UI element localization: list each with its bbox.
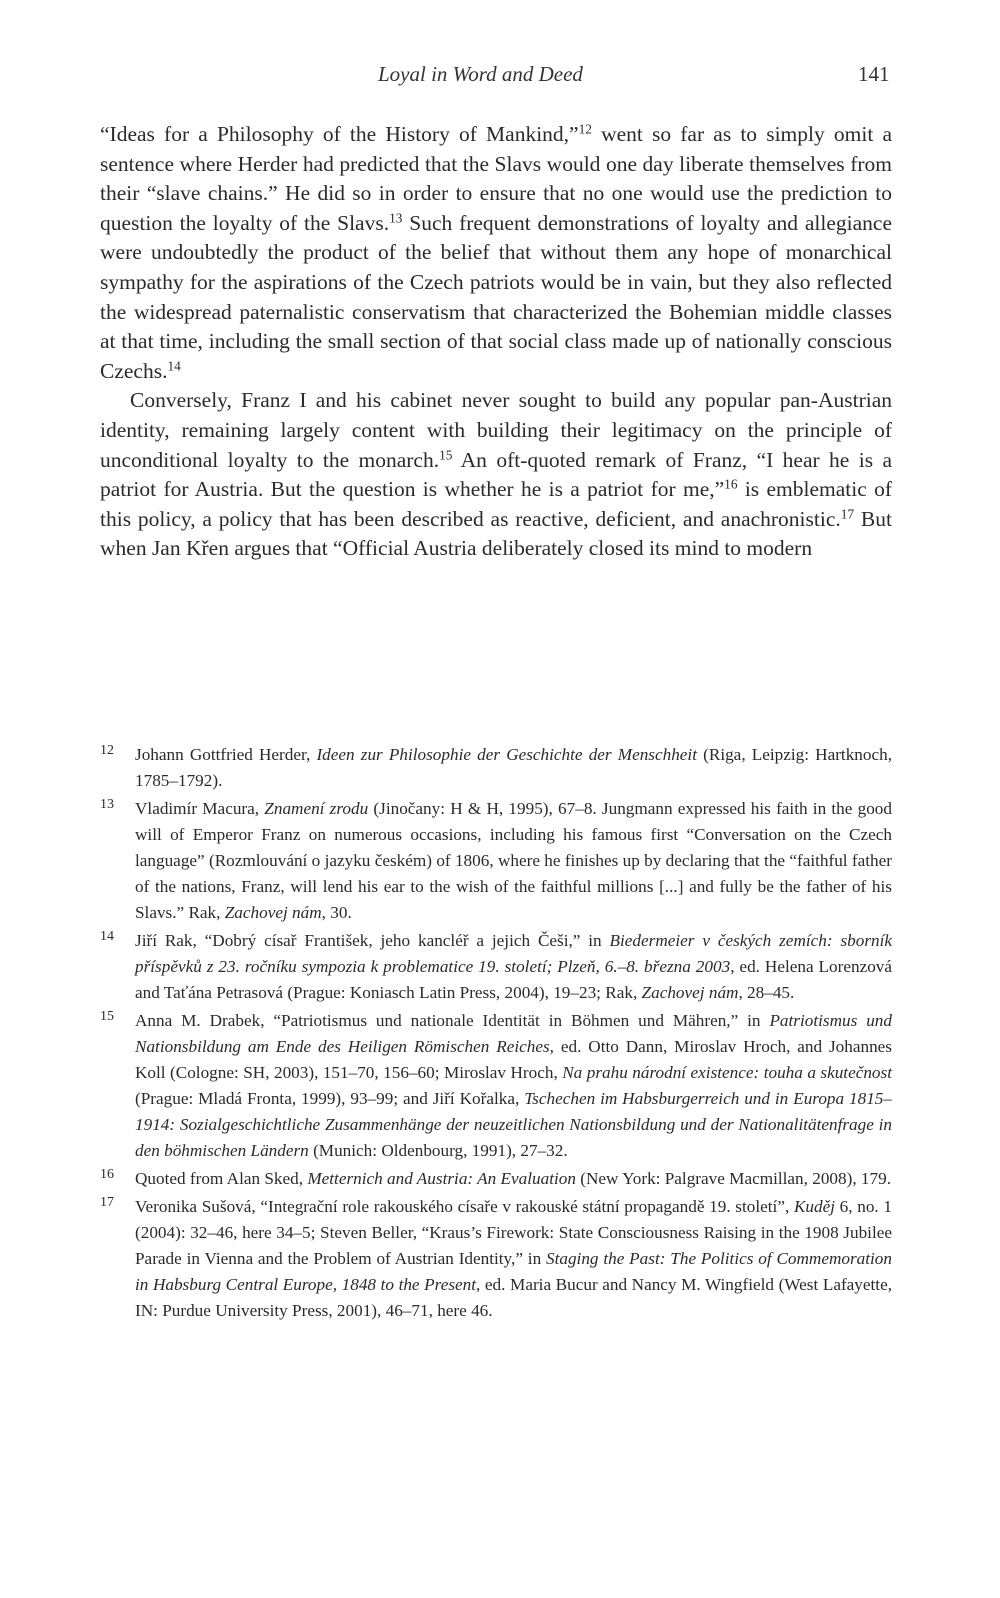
paragraph-1 bbox=[100, 120, 892, 386]
text-run: , ed. Otto Dann, Miroslav Hroch, and Johannes Koll (Cologne: SH, 2003), 151–70, 156–60; Miroslav Hroch, bbox=[135, 1037, 892, 1082]
italic-title: Zachovej nám bbox=[641, 983, 739, 1002]
italic-title: Patriotismus und Nationsbildung am Ende des Heiligen Römischen Reiches bbox=[135, 1011, 892, 1056]
italic-title: Zachovej nám bbox=[224, 903, 322, 922]
text-run: Quoted from Alan Sked, bbox=[135, 1169, 308, 1188]
footnote-13 bbox=[100, 796, 892, 926]
paragraph-2 bbox=[100, 386, 892, 564]
footnote-number: 14 bbox=[100, 929, 114, 944]
italic-title: Metternich and Austria: An Evaluation bbox=[307, 1169, 576, 1188]
text-run: (Munich: Oldenbourg, 1991), 27–32. bbox=[308, 1141, 568, 1160]
footnote-14 bbox=[100, 928, 892, 1006]
text-run: Johann Gottfried Herder, bbox=[135, 745, 317, 764]
text-run: is emblematic of this policy, a policy that has been described as reactive, deficient, and anachronistic. bbox=[100, 477, 892, 531]
footnote-16 bbox=[100, 1166, 892, 1192]
text-run: , ed. Helena Lorenzová and Taťána Petrasová (Prague: Koniasch Latin Press, 2004), 19–23; Rak, bbox=[135, 957, 893, 1002]
text-run: Vladimír Macura, bbox=[135, 799, 265, 818]
italic-title: Tschechen im Habsburgerreich und in Europa 1815–1914: Sozialgeschichtliche Zusammenhänge der neuzeitlichen Nationsbildung und der Nationalitätenfrage in den böhmischen Ländern bbox=[135, 1089, 892, 1160]
text-run: (Riga, Leipzig: Hartknoch, 1785–1792). bbox=[135, 745, 893, 790]
italic-title: Biedermeier v českých zemích: sborník příspěvků z 23. ročníku sympozia k problematice 19. století; Plzeň, 6.–8. března 2003 bbox=[135, 931, 893, 976]
italic-title: Ideen zur Philosophie der Geschichte der Menschheit bbox=[316, 745, 697, 764]
text-run: went so far as to simply omit a sentence where Herder had predicted that the Slavs would one day liberate themselves from their “slave chains.” He did so in order to ensure that no one would use the prediction to question the loyalty of the Slavs. bbox=[100, 122, 892, 235]
text-run: , ed. Maria Bucur and Nancy M. Wingfield (West Lafayette, IN: Purdue University Press, 2001), 46–71, here 46. bbox=[135, 1275, 892, 1320]
text-run: “Ideas for a Philosophy of the History of Mankind,” bbox=[100, 122, 579, 146]
page-number: 141 bbox=[858, 62, 890, 86]
text-run: But when Jan Křen argues that “Official Austria deliberately closed its mind to modern bbox=[100, 506, 892, 561]
italic-title: Kuděj bbox=[793, 1197, 835, 1216]
footnote-ref-17[interactable]: 17 bbox=[840, 506, 855, 522]
italic-title: Na prahu národní existence: touha a skutečnost bbox=[562, 1063, 892, 1082]
footnote-number: 17 bbox=[100, 1195, 114, 1210]
footnote-12 bbox=[100, 742, 892, 794]
text-run: Conversely, Franz I and his cabinet never sought to build any popular pan-Austrian identity, remaining largely content with building their legitimacy on the principle of unconditional loyalty to the monarch. bbox=[100, 388, 892, 472]
text-run: Veronika Sušová, “Integrační role rakouského císaře v rakouské státní propagandě 19. století”, bbox=[135, 1197, 794, 1216]
footnote-ref-12[interactable]: 12 bbox=[578, 121, 592, 137]
text-run: (New York: Palgrave Macmillan, 2008), 179. bbox=[575, 1169, 891, 1188]
footnote-15 bbox=[100, 1008, 892, 1164]
footnote-ref-13[interactable]: 13 bbox=[389, 210, 403, 226]
footnotes bbox=[100, 742, 892, 1326]
running-head: Loyal in Word and Deed bbox=[378, 62, 583, 86]
text-run: Anna M. Drabek, “Patriotismus und nationale Identität in Böhmen und Mähren,” in bbox=[135, 1011, 770, 1030]
footnote-number: 15 bbox=[100, 1009, 114, 1024]
footnote-ref-15[interactable]: 15 bbox=[439, 447, 453, 463]
text-run: An oft-quoted remark of Franz, “I hear he is a patriot for Austria. But the question is whether he is a patriot for me,” bbox=[100, 447, 893, 502]
body-text bbox=[100, 120, 892, 564]
text-run: 6, no. 1 (2004): 32–46, here 34–5; Steven Beller, “Kraus’s Firework: State Consciousness Raising in the 1908 Jubilee Parade in Vienna and the Problem of Austrian Identity,” in bbox=[135, 1197, 893, 1268]
footnote-ref-16[interactable]: 16 bbox=[724, 476, 738, 492]
text-run: (Prague: Mladá Fronta, 1999), 93–99; and Jiří Kořalka, bbox=[135, 1089, 525, 1108]
italic-title: Znamení zrodu bbox=[264, 799, 369, 818]
text-run: (Jinočany: H & H, 1995), 67–8. Jungmann expressed his faith in the good will of Emperor Franz on numerous occasions, including his famous first “Conversation on the Czech language” (Rozmlouvání o jazyku českém) of 1806, where he finishes up by declaring that the “faithful father of the nations, Franz, will lend his ear to the wish of the faithful millions [...] and fully be the father of his Slavs.” Rak, bbox=[135, 799, 892, 922]
italic-title: Staging the Past: The Politics of Commemoration in Habsburg Central Europe, 1848 to the Present bbox=[135, 1249, 892, 1294]
footnote-number: 12 bbox=[100, 743, 114, 758]
text-run: Such frequent demonstrations of loyalty and allegiance were undoubtedly the product of the belief that without them any hope of monarchical sympathy for the aspirations of the Czech patriots would be in vain, but they also reflected the widespread paternalistic conservatism that characterized the Bohemian middle classes at that time, including the small section of that social class made up of nationally conscious Czechs. bbox=[100, 210, 892, 383]
text-run: , 30. bbox=[321, 903, 352, 922]
footnote-ref-14[interactable]: 14 bbox=[167, 358, 181, 374]
footnote-number: 13 bbox=[100, 797, 114, 812]
text-run: , 28–45. bbox=[738, 983, 795, 1002]
footnote-number: 16 bbox=[100, 1167, 114, 1182]
footnote-17 bbox=[100, 1194, 892, 1324]
text-run: Jiří Rak, “Dobrý císař František, jeho kancléř a jejich Češi,” in bbox=[135, 931, 610, 950]
